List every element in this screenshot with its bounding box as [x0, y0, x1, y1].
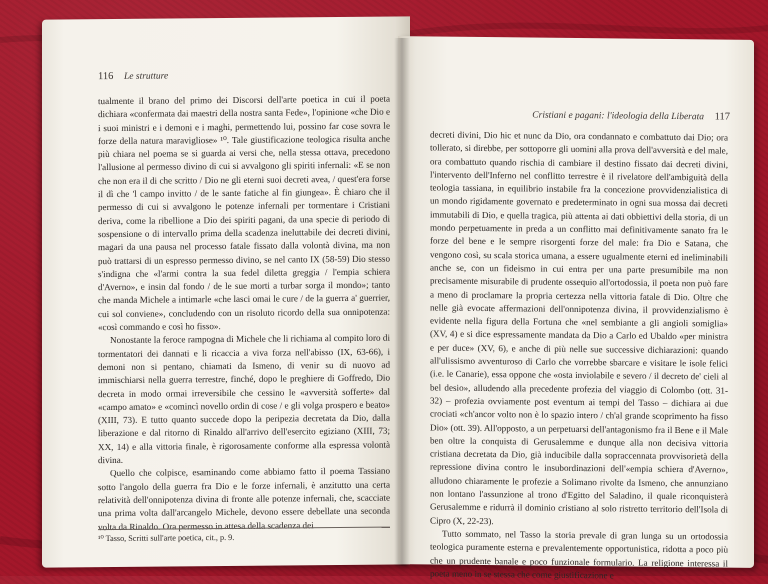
- left-page-text: [98, 93, 390, 534]
- right-page-number: 117: [714, 111, 730, 123]
- right-page: [398, 36, 754, 581]
- left-paragraph-2: Nonostante la feroce rampogna di Michele che li richiama al compito loro di tormentatori dei dannati e li ricaccia a viva forza nell'abisso (IX, 63-66), i demoni non si pentano, chiamati da Ismeno, di venir su di nuovo ad immischiarsi nella guerra terrestre, finché, dopo le preghiere di Goffredo, Dio decreta in modo ormai irreversibile che cessino le «avversità sofferte» dal «campo amato» e «comincì novello ordin di cose / e gli volga prospero e beato» (XIII, 73). E tutto quanto succede dopo la peripezia decretata da Dio, dalla liberazione e dal ritorno di Rinaldo all'arrivo dell'esercito egiziano (XIII, 73; XX, 14) e alla vittoria finale, è rigorosamente conforme alla espressa volontà divina.: [98, 332, 390, 466]
- left-page-header: [98, 71, 168, 83]
- right-paragraph-1: decreti divini, Dio hic et nunc da Dio, ora condannato e combattuto dai Dio; ora tollerato, si direbbe, per sottoporre gli uomini alla prova dell'avversità e del male, ora combattuto quando rischia di cambiare il destino fissato dai decreti divini, l'intervento dell'Inferno nel conflitto terrestre è il rivelatore dell'ambiguità della teologia tassiana, in equilibrio instabile fra la concezione provvidenzialistica di un mondo rigidamente governato e predeterminato in ogni sua mossa dai decreti immutabili di Dio, e quella tragica, più attenta ai dati obbiettivi della storia, di un mondo perpetuamente in preda a un conflitto mai definitivamente sanato fra le forze del bene e le sempre risorgenti forze del male: fra Dio e Satana, che vengono così, su scala storica umana, a essere ugualmente eterni ed ineliminabili anche se, con un fideismo in cui entra per una parte presumibile ma non precisamente misurabile di prudente ossequio all'ortodossia, il poeta non può fare a meno di proclamare la propria certezza nella vittoria fatale di Dio. Oltre che nelle già evocate affermazioni dell'onnipotenza divina, il provvidenzialismo è evidente nella figura della Fortuna che «nel sembiante a gli angioli somiglia» (XV, 4) e si dice espressamente mandata da Dio a Carlo ed Ubaldo «per ministra e per duce» (XV, 6), e anche di più nelle sue successive dichiarazioni: quando all'ulissismo avventuroso di Carlo che vorrebbe sbarcare e visitare le isole felici (i.e. le Canarie), essa oppone che «osta inviolabile e severo / il decreto de' cieli al bel desio», alludendo alla precedente profezia del viaggio di Colombo (ott. 31-32) – profezia ovviamente post eventum ai tempi del Tasso – dichiara ai due crociati «ch'ancor volto non è lo spazio intero / ch'al grande scoprimento ha fisso Dio» (ott. 39). All'opposto, a un perpetuarsi dell'antagonismo fra il Bene e il Male ben oltre la conquista di Gerusalemme e dunque alla non decisiva vittoria cristiana decretata da Dio, già inducibile dalla sopraccennata provvisorietà della repressione divina contro le insubordinazioni dell'«empia schiera d'Averno», alludono chiaramente le profezie a Solimano rivolte da Ismeno, che annunziano non lontano l'assunzione al trono d'Egitto del Saladino, il quale riconquisterà Gerusalemme e ridurrà il dominio cristiano al solo ristretto territorio dell'Isola di Cipro (X, 22-23).: [430, 129, 728, 526]
- left-footnote: ¹⁰ Tasso, Scritti sull'arte poetica, cit., p. 9.: [98, 527, 390, 544]
- right-running-head: Cristiani e pagani: l'ideologia della Liberata: [532, 110, 704, 123]
- open-book: [32, 18, 754, 581]
- left-paragraph-3: Quello che colpisce, esaminando come abbiamo fatto il poema Tassiano sotto l'angolo della guerra fra Dio e le forze infernali, è anzitutto una certa relatività dell'onnipotenza divina di fronte alle potenze infernali, che, scacciate una prima volta dall'arcangelo Michele, devono essere debellate una seconda volta da Rinaldo. Ora permesso in attesa della scadenza dei: [98, 465, 390, 532]
- left-running-head: Le strutture: [124, 71, 169, 82]
- right-paragraph-2: Tutto sommato, nel Tasso la storia prevale di gran lunga su un ortodossia teologica puramente esterna e prevalentemente opportunistica, ridotta a poco più che un prudente banale e poco funzionale formulario. La religione interessa il poeta meno in se stessa che come giustificazione e: [430, 528, 728, 581]
- right-page-header: [532, 110, 730, 123]
- right-page-text: [430, 128, 728, 583]
- left-page-number: 116: [98, 70, 114, 83]
- left-page: [42, 16, 410, 567]
- left-paragraph-1: tualmente il brano del primo dei Discorsi dell'arte poetica in cui il poeta dichiara «confermata dai maestri della nostra santa Fede», l'opinione «che Dio e i suoi ministri e i demoni e i maghi, permettendo lui, possino far cose sovra le forze della natura maravigliose» ¹⁰. Tale giustificazione teologica risulta anche più chiara nel poema se si guarda ai versi che, nella stessa ottava, precedono l'allusione al permesso divino di cui si avvalgono gli spiriti infernali: «E se non che non era il di che scritto / Dio ne gli eterni suoi decreti avea, / quest'era forse il dì che 'l campo invitto / de le sante fatiche al fin giungea». È chiaro che il permesso di cui si avvalgono le potenze infernali per tormentare i Cristiani deriva, come la ribellione a Dio dei spiriti pagani, da una specie di periodo di sospensione o di intervallo prima della scadenza ineluttabile dei decreti divini, magari da una pausa nel processo fatale fissato dalla volontà divina, ma non può trattarsi di un espresso permesso divino, se nel canto IX (58-59) Dio stesso s'indigna che «l'armi contra la sua fedel diletta greggia / l'empia schiera d'Averno», e insin dal fondo / de le sue morti a turbar sorga il mondo»; tanto che manda Michele a intimarle «che lasci omai le cure / de la guerra a' guerrier, cui sol conviene», concludendo con un risoluto ricordo della sua onnipotenza: «così commando e così ho fisso».: [98, 93, 390, 333]
